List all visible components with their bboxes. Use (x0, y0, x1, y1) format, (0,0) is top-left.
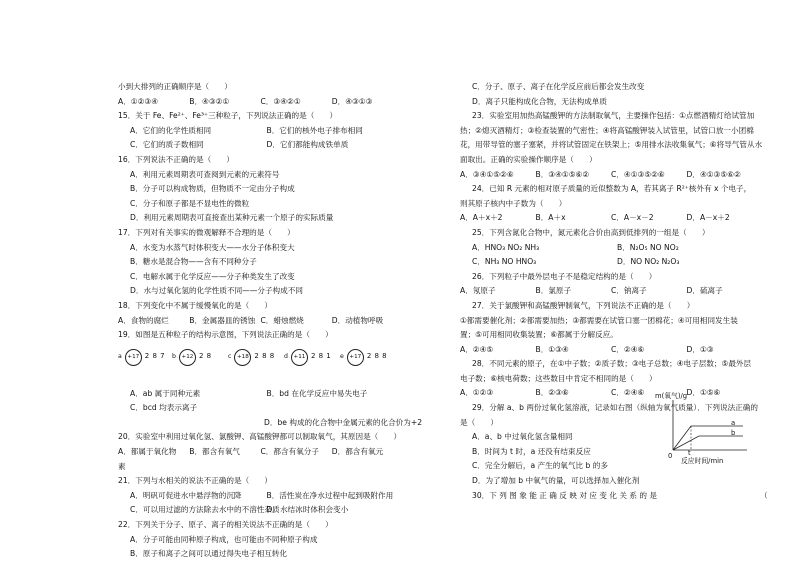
line-text: 电子数；⑥核电荷数；这些数目中肯定不相同的是（ ） (460, 373, 657, 383)
graph-axes (651, 392, 751, 464)
option-row (118, 314, 403, 329)
option-row (460, 284, 762, 299)
line-text: 19．如图是五种粒子的结构示意图，下列说法正确的是（ ） (118, 330, 333, 340)
atom-diagram-c (228, 349, 275, 366)
answer-option: D．A－x＋2 (686, 213, 730, 223)
line-text: ①都需要催化剂；②都需要加热；③都需要在试管口塞一团棉花；④可用相同发生装 (460, 315, 738, 325)
text-line (118, 153, 403, 168)
text-line (118, 241, 403, 256)
atom-letter: e (340, 352, 344, 360)
text-line (118, 270, 403, 285)
answer-option: D．都含有氧元 (331, 447, 384, 457)
atom-diagram-e (340, 349, 387, 366)
text-line (118, 80, 403, 95)
left-column (118, 80, 423, 562)
line-text: D．离子只能构成化合物，无法构成单质 (472, 96, 607, 106)
graph-ylabel: m(氧气)/g (655, 392, 688, 400)
text-line (118, 328, 403, 343)
answer-option: B．都含有氧气 (189, 447, 241, 457)
answer-option: D．水结冰时体积会变小 (266, 505, 349, 515)
atom-shells: 2 8 8 (254, 351, 275, 360)
answer-option: D．硫离子 (686, 286, 723, 296)
line-text: 26．下列粒子中最外层电子不是稳定结构的是（ ） (472, 271, 657, 281)
line-text: B．分子可以构成物质，但物质不一定由分子构成 (130, 184, 295, 194)
answer-option: B．氯原子 (535, 286, 572, 296)
option-row (118, 503, 403, 518)
line-text: 面取出。正确的实验操作顺序是（ ） (460, 154, 597, 164)
answer-option: C．④①③⑤②⑥ (611, 169, 665, 179)
text-line (460, 372, 762, 387)
graph-t-label: t (688, 449, 691, 457)
text-line (118, 533, 403, 548)
atom-letter: c (228, 352, 232, 360)
text-line (460, 328, 762, 343)
text-line (118, 430, 403, 445)
curve-b (673, 436, 743, 450)
line-text: D．利用元素周期表可直接查出某种元素一个原子的实际质量 (130, 213, 334, 223)
answer-option: A．①②③ (460, 388, 494, 398)
atom-diagram-a (118, 349, 165, 366)
atom-shells: 2 8 7 (144, 351, 166, 360)
atom-structure-diagrams (118, 343, 403, 387)
answer-option: B．④③②① (189, 96, 230, 106)
text-line (460, 182, 762, 197)
option-row (460, 211, 762, 226)
paren-tail: （ (760, 490, 768, 500)
text-line (460, 197, 762, 212)
atom-nucleus: +12 (179, 349, 196, 366)
answer-option: B．bd 在化学反应中易失电子 (266, 388, 368, 398)
option-row (460, 255, 762, 270)
answer-option: A．①②③④ (118, 96, 159, 106)
text-line (118, 226, 403, 241)
curve-b-label: b (731, 429, 736, 437)
answer-option: D．④①③⑤⑥② (686, 169, 741, 179)
text-line (460, 226, 762, 241)
option-row (460, 168, 762, 183)
answer-option: C．可以用过滤的方法除去水中的不溶性杂质 (130, 505, 280, 515)
answer-option: B．②③⑥ (535, 388, 569, 398)
line-text: 23．实验室用加热高锰酸钾的方法制取氧气，主要操作包括：①点燃酒精灯给试管加 (472, 111, 755, 121)
answer-option: A．明矾可促进水中悬浮物的沉降 (130, 490, 242, 500)
text-line (460, 299, 762, 314)
line-text: 18．下列变化中不属于缓慢氧化的是（ ） (118, 300, 272, 310)
option-row (118, 138, 403, 153)
line-text: C．电解水属于化学反应——分子种类发生了改变 (130, 271, 295, 281)
answer-option: C．②④⑥ (611, 388, 645, 398)
line-text: C．分子、原子、离子在化学反应前后都会发生改变 (472, 82, 645, 91)
graph-origin: 0 (668, 452, 673, 460)
line-text: D．为了增加 b 中氧气的量，可以选择加入催化剂 (472, 476, 640, 486)
answer-option: C．②④⑥ (611, 344, 645, 354)
answer-option: D．①③ (686, 344, 714, 354)
text-line (118, 109, 403, 124)
curve-a-label: a (731, 419, 736, 427)
line-text: B．糖水是混合物——含有不同种分子 (130, 257, 257, 267)
answer-option: B．N₂O₅ NO NO₂ (617, 242, 679, 252)
answer-option: C．③④②① (260, 96, 301, 106)
line-text: 热；②熄灭酒精灯；③检查装置的气密性；④将高锰酸钾装入试管里，试管口放一小团棉 (460, 125, 754, 135)
text-line (460, 138, 762, 153)
line-text: 16．下列说法不正确的是（ ） (118, 154, 234, 164)
line-text: C．bcd 均表示离子 (130, 403, 198, 413)
line-text: C．完全分解后，a 产生的氧气比 b 的多 (472, 461, 608, 471)
line-text: C．分子和原子都是不显电性的微粒 (130, 198, 250, 208)
answer-option: A．氖原子 (460, 286, 496, 296)
answer-option: B．金属器皿的锈蚀 (189, 315, 256, 325)
line-text: D．水与过氧化氢的化学性质不同——分子构成不同 (130, 286, 303, 296)
text-line (118, 182, 403, 197)
answer-option: C．钠离子 (611, 286, 647, 296)
option-row (460, 241, 762, 256)
answer-option: A．食物的腐烂 (118, 315, 169, 325)
answer-option: C．都含有氧分子 (260, 447, 319, 457)
atom-nucleus: +17 (347, 349, 364, 366)
text-line (118, 168, 403, 183)
line-text: 29．分解 a、b 两份过氧化氢溶液，记录如右图（纵轴为氧气质量）．下列说法正确的 (472, 403, 758, 413)
line-text: 20．实验室中利用过氧化氢、氯酸钾、高锰酸钾都可以制取氧气，其原因是（ ） (118, 432, 402, 442)
line-text: A．a、b 中过氧化氢含量相同 (472, 432, 573, 442)
atom-diagram-b (172, 349, 212, 366)
answer-option: A．②④⑤ (460, 344, 494, 354)
line-text: 素 (118, 461, 126, 471)
answer-option: D．④③①③ (331, 96, 373, 106)
answer-option: B．它们的核外电子排布相同 (266, 125, 363, 135)
option-row (118, 95, 403, 110)
line-text: 是（ ） (460, 417, 498, 427)
atom-letter: d (284, 352, 288, 360)
line-text: A．利用元素周期表可查阅到元素的元素符号 (130, 169, 280, 179)
text-line (460, 153, 762, 168)
answer-option: B．③④①⑤⑥② (535, 169, 590, 179)
answer-option: C．蜡烛燃烧 (260, 315, 304, 325)
text-line (118, 460, 403, 475)
line-text: 24．已知 R 元素的相对原子质量的近似整数为 A，若其离子 R²⁺核外有 x 个电子， (472, 184, 752, 194)
line-text: B．时间为 t 时，a 还没有结束反应 (472, 446, 591, 456)
option-row (118, 124, 403, 139)
answer-option: A．都属于氧化物 (118, 447, 177, 457)
text-line (118, 299, 403, 314)
oxygen-mass-graph (651, 392, 751, 464)
atom-diagram-d (284, 349, 331, 366)
atom-nucleus: +11 (291, 349, 308, 366)
answer-option: C．NH₃ NO HNO₃ (472, 257, 537, 267)
answer-option: B．活性炭在净水过程中起到吸附作用 (266, 490, 394, 500)
line-text: 22．下列关于分子、原子、离子的相关说法不正确的是（ ） (118, 520, 333, 530)
line-text: B．原子和离子之间可以通过得失电子相互转化 (130, 549, 288, 559)
answer-option: A．它们的化学性质相同 (130, 125, 212, 135)
line-text: 小到大排列的正确顺序是（ ） (118, 82, 232, 91)
answer-option: C．A－x－2 (611, 213, 654, 223)
text-line (460, 314, 762, 329)
option-row (118, 387, 403, 402)
line-text: 28．不同元素的原子，在①中子数；②质子数；③电子总数；④电子层数；⑤最外层 (472, 359, 752, 369)
option-row (460, 343, 762, 358)
text-line (460, 109, 762, 124)
line-text: A．分子可能由同种原子构成，也可能由不同种原子构成 (130, 534, 318, 544)
line-text: 17．下列对有关事实的微观解释不合理的是（ ） (118, 227, 295, 237)
answer-option: C．它们的质子数相同 (130, 140, 204, 150)
line-text: 21．下列与水相关的说法不正确的是（ ） (118, 476, 272, 486)
line-text: 置；⑤可用相同收集装置；⑥都属于分解反应。 (460, 330, 618, 340)
answer-option: A．A＋x＋2 (460, 213, 503, 223)
answer-option: A．HNO₃ NO₂ NH₃ (472, 242, 540, 252)
option-row (118, 489, 403, 504)
text-line (460, 95, 762, 110)
answer-option: D．动植物呼吸 (331, 315, 384, 325)
text-line (460, 124, 762, 139)
graph-xlabel: 反应时间/min (681, 457, 724, 465)
text-line (118, 401, 403, 416)
line-text: 27．关于氯酸钾和高锰酸钾制氧气，下列说法不正确的是（ ） (472, 300, 695, 310)
atom-nucleus: +17 (125, 349, 142, 366)
line-text: 则其原子核内中子数为（ ） (460, 198, 567, 208)
line-text: 30．下 列 图 象 能 正 确 反 映 对 应 变 化 关 系 的 是 (472, 490, 657, 500)
text-line (460, 489, 768, 504)
answer-option: B．①③④ (535, 344, 569, 354)
answer-option: D．①⑤⑥ (686, 388, 721, 398)
atom-letter: b (172, 352, 176, 360)
answer-option: A．ab 属于同种元素 (130, 388, 201, 398)
atom-shells: 2 8 1 (310, 351, 332, 360)
answer-option: A．③④①⑤②⑥ (460, 169, 514, 179)
text-line (118, 211, 403, 226)
line-text: 25．下列含氮化合物中，氮元素化合价由高到低排列的一组是（ ） (472, 227, 710, 237)
text-line (118, 518, 403, 533)
atom-shells: 2 8 8 (366, 351, 388, 360)
option-row (118, 445, 403, 460)
atom-shells: 2 8 (198, 351, 212, 360)
line-text: 花，用带导管的塞子塞紧，并将试管固定在铁架上；⑤用排水法收集氧气；⑥将导气管从水 (460, 140, 763, 150)
answer-option: D．NO NO₂ N₂O₃ (617, 257, 680, 267)
atom-nucleus: +18 (234, 349, 251, 366)
text-line (460, 270, 762, 285)
line-text: D．be 构成的化合物中金属元素的化合价为+2 (264, 417, 423, 427)
text-line (460, 474, 762, 489)
text-line (118, 284, 403, 299)
answer-option: D．它们都能构成铁单质 (266, 140, 349, 150)
text-line (460, 357, 762, 372)
line-text: 15．关于 Fe、Fe²⁺、Fe³⁺三种粒子，下列说法正确的是（ ） (118, 111, 338, 121)
text-line (118, 416, 423, 431)
text-line (460, 80, 762, 95)
answer-option: B．A＋x (535, 213, 566, 223)
text-line (118, 255, 403, 270)
atom-letter: a (118, 352, 122, 360)
text-line (118, 474, 403, 489)
text-line (118, 197, 403, 212)
line-text: A．水变为水蒸气时体积变大——水分子体积变大 (130, 242, 295, 252)
